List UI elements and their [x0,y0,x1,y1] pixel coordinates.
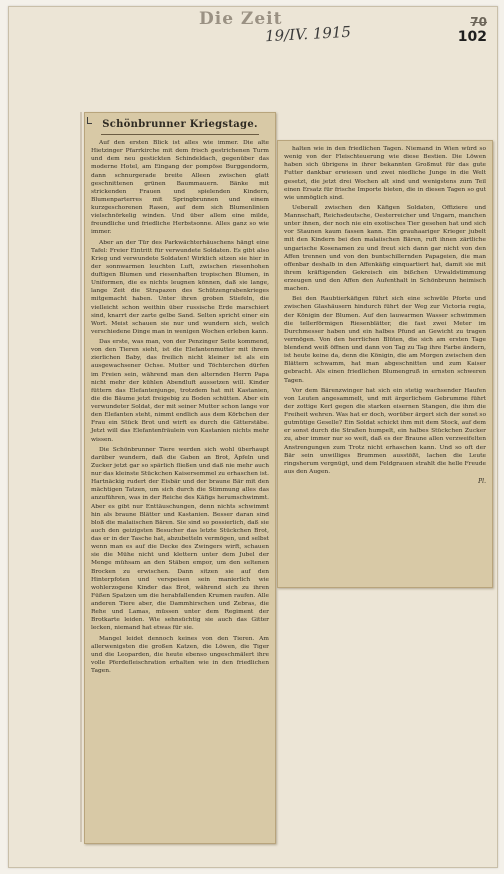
page-number-stamp [458,15,487,45]
page-number: 102 [457,29,487,45]
right-column-body [278,141,492,489]
clipping-edge-shadow [80,112,82,842]
paragraph: Mangel leidet dennoch keines von den Tieren. Am allerwenigsten die großen Katzen, die Löwen, die Tiger und die Leoparden, die heute ebenso ungeschmälert ihre volle Pferdefleischration erhalten wie in den friedlichen Tagen. [91,635,269,674]
paragraph: Ueberall zwischen den Käfigen Soldaten, Offiziere und Mannschaft, Reichsdeutsche, Oesterreicher und Ungarn, manchen unter ihnen, der noch nie ein exotisches Tier gesehen hat und sich vor Staunen kaum fassen kann. Ein grauhaariger Krieger jubelt mit den Kindern bei den malaiischen Bären, ruft ihnen zärtliche ungarische Kosenamen zu und freut sich dann gar nicht von den Affen trennen und von den buntschillernden Papageien, die man offenbar deshalb in den Affenkäfig einquartiert hat, damit sie mit ihrem kräftigenden Gekreisch ein bißchen Urwaldstimmung erzeugen und den Affen den Aufenthalt in Schönbrunn heimisch machen. [284,204,486,293]
paragraph: Aber an der Tür des Parkwächterhäuschens hängt eine Tafel: Freier Eintritt für verwundete Soldaten. Es gibt also Krieg und verwundete Soldaten! Wirklich sitzen sie hier in der sonnwarmen leuchten Luft, zwischen riesenhohen duftigen Blumen und riesenhaften tropischen Blumen, in Uniformen, die es nichts leugnen können, daß sie lange, lange Zeit die Strapazen des Schützengrabenkrieges mitgemacht haben. Unter ihren groben Stiefeln, die vielleicht schon weithin über russische Erde marschiert sind, knarrt der zarte gelbe Sand. Selten spricht einer ein Wort. Meist schauen sie nur und wundern sich, welch verschiedene Dinge man in wenigen Wochen erleben kann. [91,239,269,335]
paragraph: Auf den ersten Blick ist alles wie immer. Die alte Hietzinger Pfarrkirche mit dem frisch gestrichenen Turm und dem neu gestickten Schindeldach, gegenüber das moderne Hotel, am Eingang der pompöse Burggendorm, dann schnurgerade breite Alleen zwischen glatt geschnittenen grünen Baummauern. Bänke mit strickenden Frauen und spielenden Kindern, Blumenparterres mit Springbrunnen und einem kurzgeschorenen Rasen, auf dem sich Blumenlinien vielschnörkelig winden. Und über allem eine milde, freundliche und friedliche Herbstsonne. Alles ganz so wie immer. [91,140,269,236]
article-headline: Schönbrunner Kriegstage. [102,119,258,130]
old-page-number: 70 [470,15,487,29]
left-column-body [85,113,275,681]
clipping-left-column [84,112,276,844]
handwritten-date: 19/IV. 1915 [264,22,352,46]
paragraph: Das erste, was man, von der Penzinger Seite kommend, von den Tieren sieht, ist die Elefantenmutter mit ihrem zierlichen Baby, das freilich nicht kleiner ist als ein ausgewachsener Ochse. Mutter und Töchterchen dürfen im Freien sein, während man den alternden Herrn Papa nicht mehr der kühlen Abendluft aussetzen will. Kinder füttern das Elefantenjunge, trotzdem hat mit Kastanien, die die Bäume jetzt freigebig zu Boden schütten. Aber ein verwundeter Soldat, der mit seiner Mutter schon lange vor den Elefanten steht, nimmt endlich aus dem Körbchen der Frau ein Stück Brot und wirft es durch die Gitterstäbe. Jetzt will das Elefantenfräulein von Kastanien nichts mehr wissen. [91,339,269,443]
paragraph: Die Schönbrunner Tiere werden sich wohl überhaupt darüber wundern, daß die Gaben an Brot, Äpfeln und Zucker jetzt gar so spärlich fließen und daß nie mehr auch nur das kleinste Stückchen Kaisersemmel zu erhaschen ist. Hartnäckig rudert der Eisbär und der braune Bär mit den mächtigen Tatzen, um sich durch die Stimmung alles das anzuführen, was in der Reiche des Käfigs herumschwimmt. Aber es gibt nur Enttäuschungen, denn nichts schwimmt hin als braune Blätter und Kastanien. Besser daran sind bloß die malaiischen Bären. Sie sind so possierlich, daß sie auch den geizigsten Besucher das letzte Stückchen Brot, das er in der Tasche hat, abzubetteln vermögen, und selbst wenn man es auf die Decke des Zwingers wirft, schauen sie die Mühe nicht und klettern unter dem Jubel der Menge mühsam an den Stäben empor, um den seltenen Brocken zu erwischen. Dann sitzen sie auf den Hinterpfoten und verspeisen sein manierlich wie wohlerzogene Kinder das Brot, während sich zu ihren Füßen Spatzen um die herabfallenden Krumen raufen. Alle anderen Tiere aber, die Dammhirschen und Zebras, die Rehe und Lamas, müssen unter dem Regiment der Brotkarte leiden. Wie sehnsüchtig sie auch das Gitter lecken, niemand hat etwas für sie. [91,446,269,632]
margin-mark-icon [87,117,92,124]
paragraph: halten wie in den friedlichen Tagen. Niemand in Wien würd so wenig von der Fleischteuerung wie diese Bestien. Die Löwen haben sich übrigens in ihrer bekannten Großmut für das gute Futter dankbar erwiesen und zwei niedliche Junge in die Welt gesetzt, die jetzt drei Wochen alt sind und wenigstens zum Teil einen Ersatz für frische Importe bieten, die in diesen Tagen so gut wie unmöglich sind. [284,146,486,201]
paragraph: Bei den Raubtierkäfigen führt sich eine schwüle Pforte und zwischen Glashäusern hindurch führt der Weg zur Victoria regia, der Königin der Blumen. Auf den lauwarmen Wasser schwimmen die tellerförmigen Riesenblätter, die fast zwei Meter im Durchmesser haben und ein halbes Pfund an Gewicht zu tragen vermögen. Von den herrlichen Blüten, die sich am ersten Tage blendend weiß öffnen und dann von Tag zu Tag ihre Farbe ändern, ist heute keine da, denn die Königin, die am Morgen zwischen den Blättern schwamm, hat man abgeschnitten und zum Kaiser gebracht. Als einen friedlichen Blumengruß in ernsten schweren Tagen. [284,296,486,384]
clipping-right-column [277,140,493,588]
paragraph: Vor dem Bärenzwinger hat sich ein stetig wachsender Haufen von Leuten angesammelt, und mit ärgerlichem Gebrumme führt der zottige Kerl gegen die starken eisernen Stangen, die ihm die Freiheit wehren. Was hat er doch, worüber ärgert sich der sonst so gutmütige Geselle? Ein Soldat schickt ihm mit dem Stock, auf dem er sonst durch die Straßen humpelt, ein halbes Stückchen Zucker zu, aber immer nur so weit, daß es der Braune allen verzweifelten Anstrengungen zum Trotz nicht erhaschen kann. Und so oft der Bär sein unwilliges Brummen ausstößt, lachen die Leute ringsherum vergnügt, und dem Feldgrauen strahlt die helle Freude aus den Augen. [284,387,486,475]
author-signature: Pl. [478,478,486,485]
headline-rule [101,134,259,135]
masthead: Die Zeit [199,9,283,29]
